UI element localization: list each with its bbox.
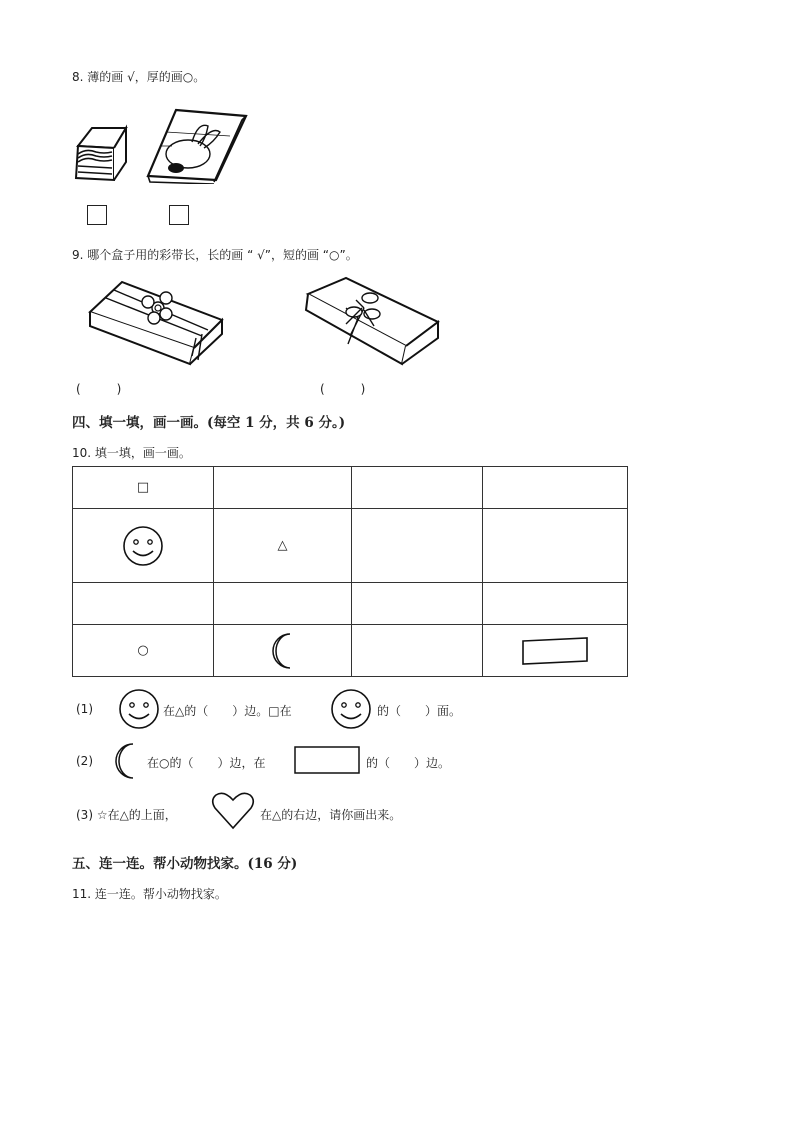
q10-part1-text-b: 的（ ）面。 [377, 704, 462, 718]
q10-title: 10. 填一填，画一画。 [72, 446, 191, 460]
cell-blank[interactable] [214, 467, 352, 509]
position-table [72, 466, 628, 677]
crescent-moon-icon [266, 631, 300, 671]
q9-title: 9. 哪个盒子用的彩带长，长的画 “ √”，短的画 “○”。 [72, 248, 358, 262]
cell-blank[interactable] [483, 467, 628, 509]
section5-heading: 五、连一连。帮小动物找家。(16 分) [72, 856, 298, 872]
q10-part1-text-a: 在△的（ ）边。□在 [163, 704, 292, 718]
rectangle-icon [520, 635, 590, 667]
cell-blank[interactable] [483, 583, 628, 625]
cell-triangle: △ [214, 509, 352, 583]
answer-box-thin-book[interactable] [87, 205, 107, 225]
q10-part3-text-a: (3) ☆在△的上面， [76, 808, 177, 822]
q10-part3-text-b: 在△的右边，请你画出来。 [260, 808, 402, 822]
q11-title: 11. 连一连。帮小动物找家。 [72, 887, 227, 901]
answer-box-thick-book[interactable] [169, 205, 189, 225]
section4-heading: 四、填一填，画一画。(每空 1 分，共 6 分。) [72, 415, 346, 431]
cell-smiley [73, 509, 214, 583]
cell-blank[interactable] [214, 583, 352, 625]
q10-part2-text-b: 的（ ）边。 [366, 756, 451, 770]
cell-blank[interactable] [352, 583, 483, 625]
cell-circle: ○ [73, 625, 214, 677]
q10-part1-number: (1) [76, 702, 93, 716]
short-ribbon-box-image [302, 272, 444, 368]
cell-blank[interactable] [483, 509, 628, 583]
long-ribbon-box-image [84, 278, 230, 368]
rabbit-book-image [146, 108, 250, 184]
cell-moon [214, 625, 352, 677]
smiley-face-icon [121, 524, 165, 568]
cell-square: □ [73, 467, 214, 509]
thin-book-image [72, 124, 130, 184]
q8-title: 8. 薄的画 √，厚的画○。 [72, 70, 206, 84]
heart-icon [210, 790, 256, 832]
cell-blank[interactable] [352, 509, 483, 583]
smiley-face-icon [117, 687, 161, 731]
cell-blank[interactable] [352, 625, 483, 677]
cell-rectangle [483, 625, 628, 677]
answer-paren-right-box[interactable]: ( ) [320, 382, 366, 396]
answer-paren-left-box[interactable]: ( ) [76, 382, 122, 396]
smiley-face-icon [329, 687, 373, 731]
q10-part2-number: (2) [76, 754, 93, 768]
crescent-moon-icon [109, 741, 143, 781]
q10-part2-text-a: 在○的（ ）边，在 [147, 756, 266, 770]
rectangle-icon [293, 745, 361, 775]
cell-blank[interactable] [352, 467, 483, 509]
cell-blank[interactable] [73, 583, 214, 625]
